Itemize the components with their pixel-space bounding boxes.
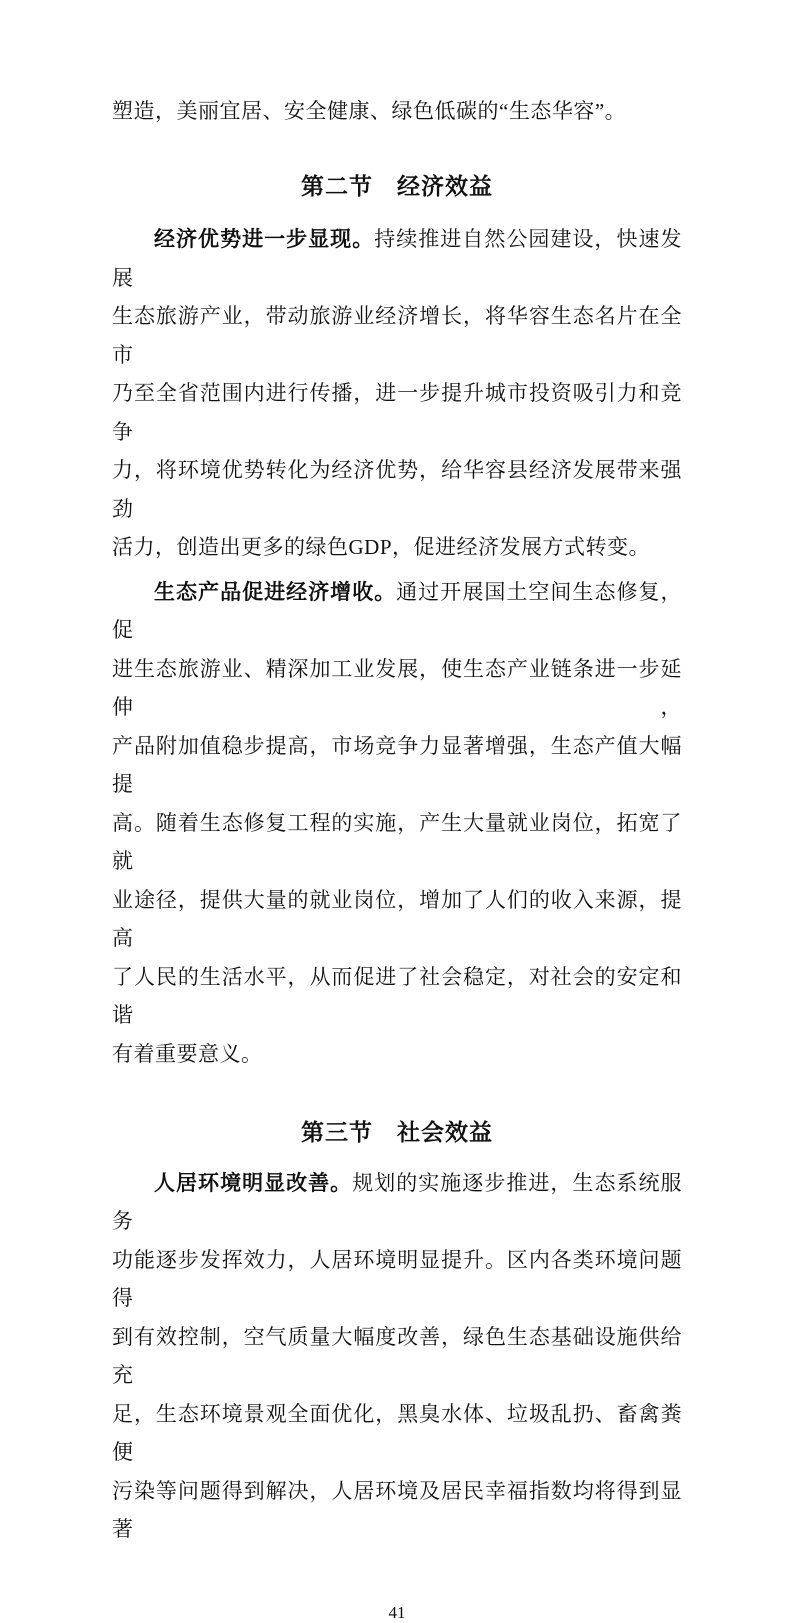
paragraph-line: 力，将环境优势转化为经济优势，给华容县经济发展带来强劲 [112,458,682,521]
paragraph-line: 了人民的生活水平，从而促进了社会稳定，对社会的安定和谐 [112,964,682,1027]
paragraph-lead-bold: 经济优势进一步显现。 [154,227,375,251]
paragraph-line [112,573,682,650]
paragraph-line: 生态旅游产业，带动旅游业经济增长，将华容生态名片在全市 [112,304,682,367]
paragraph-lead-bold: 生态产品促进经济增收。 [154,579,397,604]
paragraph-line: 高。随着生态修复工程的实施，产生大量就业岗位，拓宽了就 [112,810,682,873]
document-body [112,92,682,1549]
paragraph-line: 业途径，提供大量的就业岗位，增加了人们的收入来源，提高 [112,887,682,950]
paragraph-line-text: 规划的实施逐步推进，生态系统服务 [112,1170,683,1233]
section-heading-economic-benefits: 第二节 经济效益 [301,172,493,199]
continuation-paragraph-line: 塑造，美丽宜居、安全健康、绿色低碳的“生态华容”。 [112,99,627,123]
paragraph-line: 有着重要意义。 [112,1041,263,1066]
paragraph-line [112,1164,682,1241]
paragraph-line [112,220,682,297]
paragraph-line: 进生态旅游业、精深加工业发展，使生态产业链条进一步延伸， [112,656,682,719]
paragraph-line-text: 通过开展国土空间生态修复，促 [112,579,683,642]
section-heading-social-benefits: 第三节 社会效益 [301,1119,493,1145]
paragraph-line: 活力，创造出更多的绿色GDP，促进经济发展方式转变。 [112,535,651,559]
paragraph [112,1164,682,1549]
paragraph [112,573,682,1074]
page-number: 41 [388,1602,406,1622]
paragraph-line: 乃至全省范围内进行传播，进一步提升城市投资吸引力和竞争 [112,381,682,444]
paragraph-line: 足，生态环境景观全面优化，黑臭水体、垃圾乱扔、畜禽粪便 [112,1401,682,1464]
paragraph-line-text: 持续推进自然公园建设，快速发展 [112,227,683,290]
paragraph-line: 污染等问题得到解决，人居环境及居民幸福指数均将得到显著 [112,1478,682,1541]
paragraph-line: 产品附加值稳步提高，市场竞争力显著增强，生态产值大幅提 [112,733,682,796]
paragraph-line: 到有效控制，空气质量大幅度改善，绿色生态基础设施供给充 [112,1324,682,1387]
paragraph-lead-bold: 人居环境明显改善。 [154,1170,353,1195]
paragraph-line: 功能逐步发挥效力，人居环境明显提升。区内各类环境问题得 [112,1247,682,1310]
paragraph [112,220,682,567]
